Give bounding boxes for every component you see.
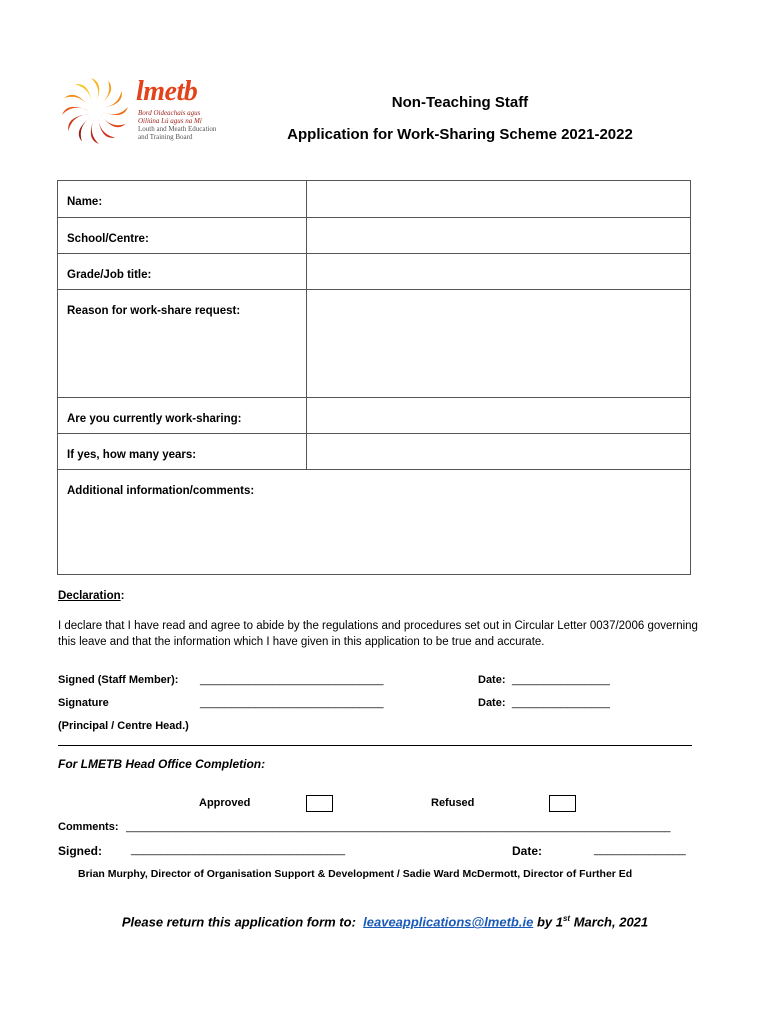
- years-field[interactable]: [307, 434, 691, 470]
- approved-checkbox[interactable]: [306, 795, 333, 812]
- reason-label: Reason for work-share request:: [67, 305, 241, 317]
- refused-checkbox[interactable]: [549, 795, 576, 812]
- date-principal-label: Date:: [478, 697, 506, 709]
- additional-info-field[interactable]: [58, 470, 691, 575]
- name-field[interactable]: [307, 181, 691, 218]
- form-row-name: [58, 181, 691, 218]
- office-date-line[interactable]: _______________: [594, 844, 686, 856]
- form-row-grade: [58, 254, 691, 290]
- return-date: March, 2021: [570, 914, 649, 930]
- grade-label: Grade/Job title:: [67, 269, 152, 281]
- school-label: School/Centre:: [67, 233, 149, 245]
- declaration-heading: Declaration:: [58, 590, 125, 602]
- form-row-years: [58, 434, 691, 470]
- section-divider: [58, 745, 692, 746]
- approved-label: Approved: [199, 797, 251, 809]
- logo-wordmark: lmetb: [136, 76, 198, 107]
- grade-field[interactable]: [307, 254, 691, 290]
- date-principal-line[interactable]: ________________: [512, 697, 610, 709]
- form-row-additional: [58, 470, 691, 575]
- additional-info-label: Additional information/comments:: [67, 485, 255, 497]
- page-title: Non-Teaching Staff: [391, 94, 529, 111]
- directors-text: Brian Murphy, Director of Organisation Support & Development / Sadie Ward McDermott, Director of Further Ed: [78, 868, 633, 880]
- years-label: If yes, how many years:: [67, 449, 197, 461]
- date-staff-label: Date:: [478, 674, 506, 686]
- currently-worksharing-label: Are you currently work-sharing:: [67, 413, 242, 425]
- signed-staff-line[interactable]: ______________________________: [200, 674, 384, 686]
- return-instructions: [0, 914, 770, 929]
- return-by: by 1: [536, 914, 563, 930]
- logo-english-text: Louth and Meath Education and Training Board: [138, 125, 217, 141]
- comments-line[interactable]: _________________________________________________________________________________________: [126, 821, 671, 833]
- comments-label: Comments:: [58, 821, 119, 833]
- logo-irish-text: Bord Oideachais agus Oiliúna Lú agus na Mí: [138, 109, 202, 125]
- return-prefix: Please return this application form to:: [121, 914, 356, 930]
- signed-staff-label: Signed (Staff Member):: [58, 674, 179, 686]
- signature-label: Signature: [58, 697, 109, 709]
- return-date-suffix: st: [562, 914, 571, 923]
- signature-line[interactable]: ______________________________: [200, 697, 384, 709]
- office-signed-label: Signed:: [58, 844, 102, 858]
- application-form-table: [57, 180, 691, 575]
- form-row-currently-worksharing: [58, 398, 691, 434]
- principal-label: (Principal / Centre Head.): [58, 720, 189, 732]
- name-label: Name:: [67, 196, 103, 208]
- date-staff-line[interactable]: ________________: [512, 674, 610, 686]
- office-heading: For LMETB Head Office Completion:: [58, 757, 266, 771]
- return-email-link[interactable]: leaveapplications@lmetb.ie: [363, 914, 534, 930]
- currently-worksharing-field[interactable]: [307, 398, 691, 434]
- form-row-reason: [58, 290, 691, 398]
- office-signed-line[interactable]: ___________________________________: [131, 844, 346, 856]
- page-subtitle: Application for Work-Sharing Scheme 2021-2022: [287, 126, 633, 143]
- form-row-school: [58, 218, 691, 254]
- refused-label: Refused: [431, 797, 475, 809]
- reason-field[interactable]: [307, 290, 691, 398]
- declaration-text: I declare that I have read and agree to abide by the regulations and procedures set out in Circular Letter 0037/2006 governing this leave and that the information which I have given in this application to be true and accurate.: [58, 620, 698, 648]
- office-date-label: Date:: [512, 844, 543, 858]
- school-field[interactable]: [307, 218, 691, 254]
